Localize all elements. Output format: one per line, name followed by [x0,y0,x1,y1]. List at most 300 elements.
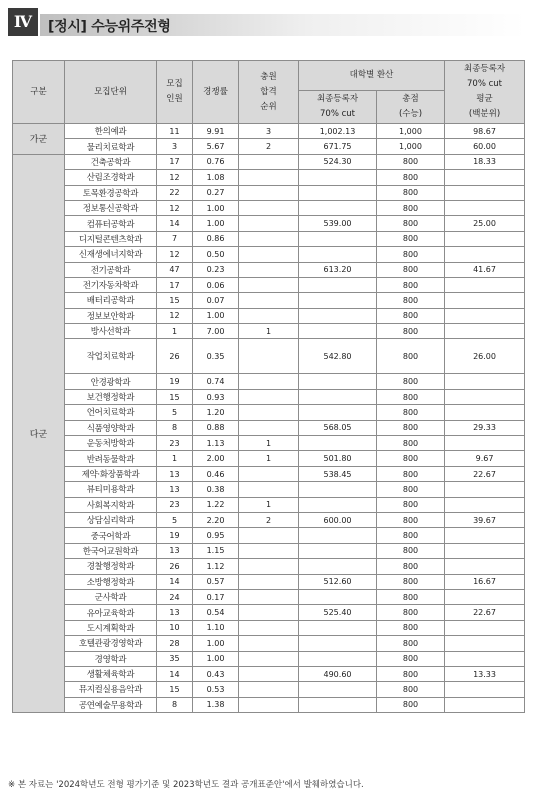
table-row [13,293,525,308]
competition-cell: 0.46 [193,466,239,481]
cut70-cell [299,277,377,292]
waitlist-cell [239,405,299,420]
avg-cell: 22.67 [445,605,525,620]
quota-cell: 1 [157,324,193,339]
total-cell: 800 [377,559,445,574]
avg-cell [445,559,525,574]
major-cell: 산림조경학과 [65,170,157,185]
cut70-cell [299,543,377,558]
waitlist-cell [239,389,299,404]
cut70-cell: 512.60 [299,574,377,589]
waitlist-cell [239,466,299,481]
competition-cell: 1.20 [193,405,239,420]
major-cell: 언어치료학과 [65,405,157,420]
total-cell: 800 [377,651,445,666]
quota-cell: 7 [157,231,193,246]
avg-cell [445,389,525,404]
section-title: [정시] 수능위주전형 [48,19,171,35]
table-row [13,697,525,712]
waitlist-cell [239,293,299,308]
quota-cell: 3 [157,139,193,154]
table-row [13,124,525,139]
competition-cell: 1.15 [193,543,239,558]
cut70-cell: 671.75 [299,139,377,154]
table-row [13,405,525,420]
competition-cell: 0.74 [193,374,239,389]
cut70-cell [299,559,377,574]
cut70-cell [299,308,377,323]
quota-cell: 12 [157,200,193,215]
header-category: 구분 [13,61,65,124]
table-row [13,247,525,262]
quota-cell: 19 [157,374,193,389]
avg-cell: 29.33 [445,420,525,435]
major-cell: 호텔관광경영학과 [65,636,157,651]
header-cut70: 최종등록자 70% cut [299,91,377,124]
total-cell: 800 [377,574,445,589]
cut70-cell: 539.00 [299,216,377,231]
waitlist-cell [239,170,299,185]
table-row [13,231,525,246]
major-cell: 군사학과 [65,589,157,604]
section-number: Ⅳ [8,8,38,36]
competition-cell: 0.95 [193,528,239,543]
total-cell: 800 [377,543,445,558]
table-row [13,185,525,200]
table-row [13,154,525,169]
waitlist-cell: 2 [239,139,299,154]
competition-cell: 0.07 [193,293,239,308]
cut70-cell [299,497,377,512]
avg-cell [445,651,525,666]
header-quota: 모집 인원 [157,61,193,124]
competition-cell: 1.00 [193,636,239,651]
total-cell: 800 [377,589,445,604]
quota-cell: 8 [157,697,193,712]
total-cell: 800 [377,605,445,620]
major-cell: 경찰행정학과 [65,559,157,574]
quota-cell: 28 [157,636,193,651]
category-cell: 다군 [13,154,65,712]
competition-cell: 1.13 [193,436,239,451]
waitlist-cell: 3 [239,124,299,139]
quota-cell: 17 [157,154,193,169]
competition-cell: 2.00 [193,451,239,466]
major-cell: 작업치료학과 [65,339,157,374]
competition-cell: 0.23 [193,262,239,277]
quota-cell: 10 [157,620,193,635]
major-cell: 디지털콘텐츠학과 [65,231,157,246]
waitlist-cell [239,420,299,435]
cut70-cell: 1,002.13 [299,124,377,139]
total-cell: 800 [377,308,445,323]
table-row [13,374,525,389]
waitlist-cell [239,154,299,169]
avg-cell: 16.67 [445,574,525,589]
table-row [13,605,525,620]
total-cell: 800 [377,512,445,527]
total-cell: 800 [377,528,445,543]
quota-cell: 13 [157,466,193,481]
major-cell: 배터리공학과 [65,293,157,308]
table-row [13,262,525,277]
major-cell: 사회복지학과 [65,497,157,512]
competition-cell: 7.00 [193,324,239,339]
waitlist-cell [239,651,299,666]
competition-cell: 1.12 [193,559,239,574]
table-row [13,589,525,604]
cut70-cell [299,651,377,666]
total-cell: 800 [377,620,445,635]
total-cell: 800 [377,324,445,339]
avg-cell [445,620,525,635]
avg-cell: 9.67 [445,451,525,466]
major-cell: 정보보안학과 [65,308,157,323]
competition-cell: 0.43 [193,666,239,681]
waitlist-cell: 1 [239,497,299,512]
table-row [13,339,525,374]
cut70-cell [299,436,377,451]
major-cell: 경영학과 [65,651,157,666]
total-cell: 800 [377,293,445,308]
major-cell: 전기공학과 [65,262,157,277]
competition-cell: 1.10 [193,620,239,635]
competition-cell: 0.76 [193,154,239,169]
competition-cell: 0.35 [193,339,239,374]
quota-cell: 14 [157,574,193,589]
avg-cell [445,636,525,651]
avg-cell [445,589,525,604]
major-cell: 운동처방학과 [65,436,157,451]
quota-cell: 47 [157,262,193,277]
total-cell: 800 [377,451,445,466]
total-cell: 800 [377,482,445,497]
quota-cell: 14 [157,666,193,681]
waitlist-cell [239,231,299,246]
waitlist-cell [239,620,299,635]
quota-cell: 35 [157,651,193,666]
competition-cell: 1.38 [193,697,239,712]
competition-cell: 9.91 [193,124,239,139]
competition-cell: 1.08 [193,170,239,185]
quota-cell: 13 [157,605,193,620]
major-cell: 보건행정학과 [65,389,157,404]
cut70-cell: 525.40 [299,605,377,620]
avg-cell [445,231,525,246]
competition-cell: 1.00 [193,308,239,323]
quota-cell: 23 [157,497,193,512]
section-header [8,8,526,36]
competition-cell: 1.00 [193,200,239,215]
table-row [13,466,525,481]
avg-cell [445,200,525,215]
quota-cell: 26 [157,339,193,374]
header-major: 모집단위 [65,61,157,124]
major-cell: 공연예술무용학과 [65,697,157,712]
avg-cell [445,374,525,389]
cut70-cell [299,293,377,308]
table-row [13,543,525,558]
quota-cell: 1 [157,451,193,466]
avg-cell [445,697,525,712]
competition-cell: 2.20 [193,512,239,527]
table-row [13,497,525,512]
major-cell: 안경광학과 [65,374,157,389]
cut70-cell [299,200,377,215]
avg-cell: 41.67 [445,262,525,277]
cut70-cell [299,636,377,651]
waitlist-cell [239,574,299,589]
table-row [13,620,525,635]
avg-cell: 60.00 [445,139,525,154]
avg-cell: 25.00 [445,216,525,231]
competition-cell: 0.93 [193,389,239,404]
section-title-bar [40,14,526,36]
total-cell: 800 [377,420,445,435]
competition-cell: 1.22 [193,497,239,512]
waitlist-cell [239,559,299,574]
competition-cell: 0.38 [193,482,239,497]
avg-cell: 39.67 [445,512,525,527]
total-cell: 1,000 [377,139,445,154]
total-cell: 800 [377,277,445,292]
cut70-cell: 524.30 [299,154,377,169]
table-body [13,124,525,713]
cut70-cell [299,374,377,389]
avg-cell [445,293,525,308]
total-cell: 800 [377,200,445,215]
avg-cell [445,405,525,420]
quota-cell: 26 [157,559,193,574]
cut70-cell [299,682,377,697]
avg-cell [445,543,525,558]
footnote: ※ 본 자료는 '2024학년도 전형 평가기준 및 2023학년도 결과 공개표준안'에서 발췌하였습니다. [8,780,364,790]
major-cell: 토목환경공학과 [65,185,157,200]
quota-cell: 5 [157,512,193,527]
quota-cell: 15 [157,389,193,404]
waitlist-cell [239,339,299,374]
category-cell: 가군 [13,124,65,155]
competition-cell: 0.06 [193,277,239,292]
quota-cell: 13 [157,543,193,558]
avg-cell [445,682,525,697]
table-row [13,420,525,435]
quota-cell: 8 [157,420,193,435]
table-row [13,482,525,497]
cut70-cell [299,185,377,200]
major-cell: 정보통신공학과 [65,200,157,215]
waitlist-cell [239,374,299,389]
major-cell: 물리치료학과 [65,139,157,154]
quota-cell: 12 [157,308,193,323]
cut70-cell: 501.80 [299,451,377,466]
waitlist-cell [239,636,299,651]
major-cell: 유아교육학과 [65,605,157,620]
waitlist-cell: 1 [239,324,299,339]
cut70-cell [299,170,377,185]
waitlist-cell: 1 [239,451,299,466]
quota-cell: 24 [157,589,193,604]
avg-cell [445,436,525,451]
total-cell: 800 [377,185,445,200]
waitlist-cell [239,482,299,497]
total-cell: 800 [377,466,445,481]
cut70-cell: 613.20 [299,262,377,277]
table-row [13,308,525,323]
major-cell: 제약·화장품학과 [65,466,157,481]
cut70-cell: 568.05 [299,420,377,435]
cut70-cell [299,324,377,339]
avg-cell [445,185,525,200]
waitlist-cell [239,697,299,712]
waitlist-cell [239,308,299,323]
table-row [13,139,525,154]
waitlist-cell [239,528,299,543]
major-cell: 방사선학과 [65,324,157,339]
total-cell: 800 [377,154,445,169]
quota-cell: 14 [157,216,193,231]
major-cell: 한의예과 [65,124,157,139]
major-cell: 소방행정학과 [65,574,157,589]
quota-cell: 22 [157,185,193,200]
waitlist-cell [239,682,299,697]
quota-cell: 12 [157,247,193,262]
cut70-cell [299,231,377,246]
table-row [13,216,525,231]
total-cell: 800 [377,636,445,651]
waitlist-cell: 1 [239,436,299,451]
major-cell: 식품영양학과 [65,420,157,435]
major-cell: 전기자동차학과 [65,277,157,292]
quota-cell: 19 [157,528,193,543]
waitlist-cell [239,200,299,215]
table-row [13,574,525,589]
table-row [13,682,525,697]
table-row [13,277,525,292]
avg-cell: 26.00 [445,339,525,374]
table-row [13,651,525,666]
total-cell: 800 [377,231,445,246]
table-row [13,666,525,681]
avg-cell [445,170,525,185]
competition-cell: 0.86 [193,231,239,246]
cut70-cell [299,405,377,420]
cut70-cell [299,389,377,404]
table-row [13,451,525,466]
major-cell: 한국어교원학과 [65,543,157,558]
competition-cell: 1.00 [193,216,239,231]
major-cell: 컴퓨터공학과 [65,216,157,231]
cut70-cell [299,620,377,635]
header-total: 총점 (수능) [377,91,445,124]
cut70-cell: 538.45 [299,466,377,481]
total-cell: 800 [377,170,445,185]
cut70-cell [299,247,377,262]
header-waitlist: 충원 합격 순위 [239,61,299,124]
total-cell: 800 [377,247,445,262]
waitlist-cell [239,247,299,262]
cut70-cell [299,482,377,497]
quota-cell: 12 [157,170,193,185]
avg-cell [445,482,525,497]
avg-cell [445,497,525,512]
table-row [13,636,525,651]
total-cell: 800 [377,374,445,389]
avg-cell [445,528,525,543]
competition-cell: 0.27 [193,185,239,200]
avg-cell: 98.67 [445,124,525,139]
waitlist-cell [239,589,299,604]
table-row [13,324,525,339]
total-cell: 800 [377,497,445,512]
quota-cell: 5 [157,405,193,420]
major-cell: 상담심리학과 [65,512,157,527]
waitlist-cell: 2 [239,512,299,527]
major-cell: 신재생에너지학과 [65,247,157,262]
total-cell: 800 [377,666,445,681]
total-cell: 1,000 [377,124,445,139]
waitlist-cell [239,277,299,292]
table-row [13,200,525,215]
waitlist-cell [239,185,299,200]
major-cell: 중국어학과 [65,528,157,543]
table-row [13,170,525,185]
avg-cell [445,308,525,323]
avg-cell: 22.67 [445,466,525,481]
major-cell: 뮤지컬실용음악과 [65,682,157,697]
waitlist-cell [239,543,299,558]
quota-cell: 23 [157,436,193,451]
quota-cell: 17 [157,277,193,292]
table-row [13,559,525,574]
avg-cell [445,247,525,262]
total-cell: 800 [377,262,445,277]
cut70-cell [299,697,377,712]
competition-cell: 1.00 [193,651,239,666]
quota-cell: 15 [157,682,193,697]
quota-cell: 13 [157,482,193,497]
competition-cell: 0.54 [193,605,239,620]
major-cell: 건축공학과 [65,154,157,169]
table-row [13,389,525,404]
cut70-cell: 542.80 [299,339,377,374]
total-cell: 800 [377,389,445,404]
table-row [13,512,525,527]
cut70-cell: 490.60 [299,666,377,681]
waitlist-cell [239,216,299,231]
header-avg: 최종등록자 70% cut 평균 (백분위) [445,61,525,124]
waitlist-cell [239,666,299,681]
competition-cell: 5.67 [193,139,239,154]
header-univ-score: 대학별 환산 [299,61,445,91]
quota-cell: 15 [157,293,193,308]
major-cell: 생활체육학과 [65,666,157,681]
total-cell: 800 [377,697,445,712]
avg-cell: 18.33 [445,154,525,169]
quota-cell: 11 [157,124,193,139]
major-cell: 뷰티미용학과 [65,482,157,497]
cut70-cell [299,589,377,604]
competition-cell: 0.17 [193,589,239,604]
cut70-cell: 600.00 [299,512,377,527]
table-row [13,436,525,451]
competition-cell: 0.57 [193,574,239,589]
total-cell: 800 [377,339,445,374]
header-competition: 경쟁률 [193,61,239,124]
total-cell: 800 [377,216,445,231]
total-cell: 800 [377,436,445,451]
major-cell: 도시계획학과 [65,620,157,635]
